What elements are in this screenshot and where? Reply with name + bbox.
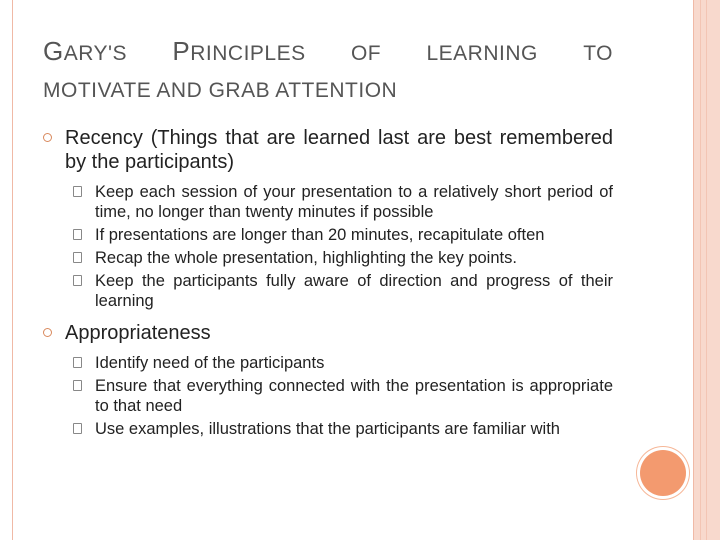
square-bullet-icon: [73, 357, 82, 368]
title-word-principles: PRINCIPLES: [172, 36, 306, 66]
sub-list-recency: [71, 182, 613, 311]
bullet-text: Appropriateness: [65, 322, 211, 344]
square-bullet-icon: [73, 275, 82, 286]
square-bullet-icon: [73, 380, 82, 391]
circle-bullet-icon: [43, 133, 52, 142]
sub-item-text: Recap the whole presentation, highlighting the key points.: [95, 249, 517, 267]
title-word-learning: LEARNING: [426, 42, 538, 65]
sub-item: [71, 271, 613, 311]
sub-item: [71, 353, 613, 373]
sub-item: [71, 376, 613, 416]
sub-item: [71, 419, 613, 439]
sub-item-text: Identify need of the participants: [95, 354, 325, 372]
sub-item: [71, 182, 613, 222]
decorative-side-strip: [693, 0, 720, 540]
sub-item: [71, 248, 613, 268]
sub-item-text: Ensure that everything connected with the presentation is appropriate to that need: [95, 377, 613, 415]
bullet-text: Recency (Things that are learned last are best remembered by the participants): [65, 127, 613, 173]
title-line-1: [43, 36, 613, 67]
square-bullet-icon: [73, 252, 82, 263]
sub-item-text: Use examples, illustrations that the participants are familiar with: [95, 420, 560, 438]
circle-bullet-icon: [43, 328, 52, 337]
slide-content: [43, 126, 613, 449]
title-word-to: TO: [583, 42, 613, 65]
sub-list-appropriateness: [71, 353, 613, 439]
title-word-gary: GARY'S: [43, 36, 128, 66]
bullet-appropriateness: [43, 321, 613, 345]
title-line-2: MOTIVATE AND GRAB ATTENTION: [43, 79, 398, 102]
title-word-of: OF: [350, 42, 382, 65]
sub-item-text: Keep the participants fully aware of direction and progress of their learning: [95, 272, 613, 310]
sub-item-text: If presentations are longer than 20 minutes, recapitulate often: [95, 226, 545, 244]
square-bullet-icon: [73, 423, 82, 434]
sub-item-text: Keep each session of your presentation to a relatively short period of time, no longer than twenty minutes if possible: [95, 183, 613, 221]
sub-item: [71, 225, 613, 245]
decorative-circle: [640, 450, 686, 496]
square-bullet-icon: [73, 229, 82, 240]
slide-title: [43, 36, 613, 103]
square-bullet-icon: [73, 186, 82, 197]
bullet-recency: [43, 126, 613, 174]
